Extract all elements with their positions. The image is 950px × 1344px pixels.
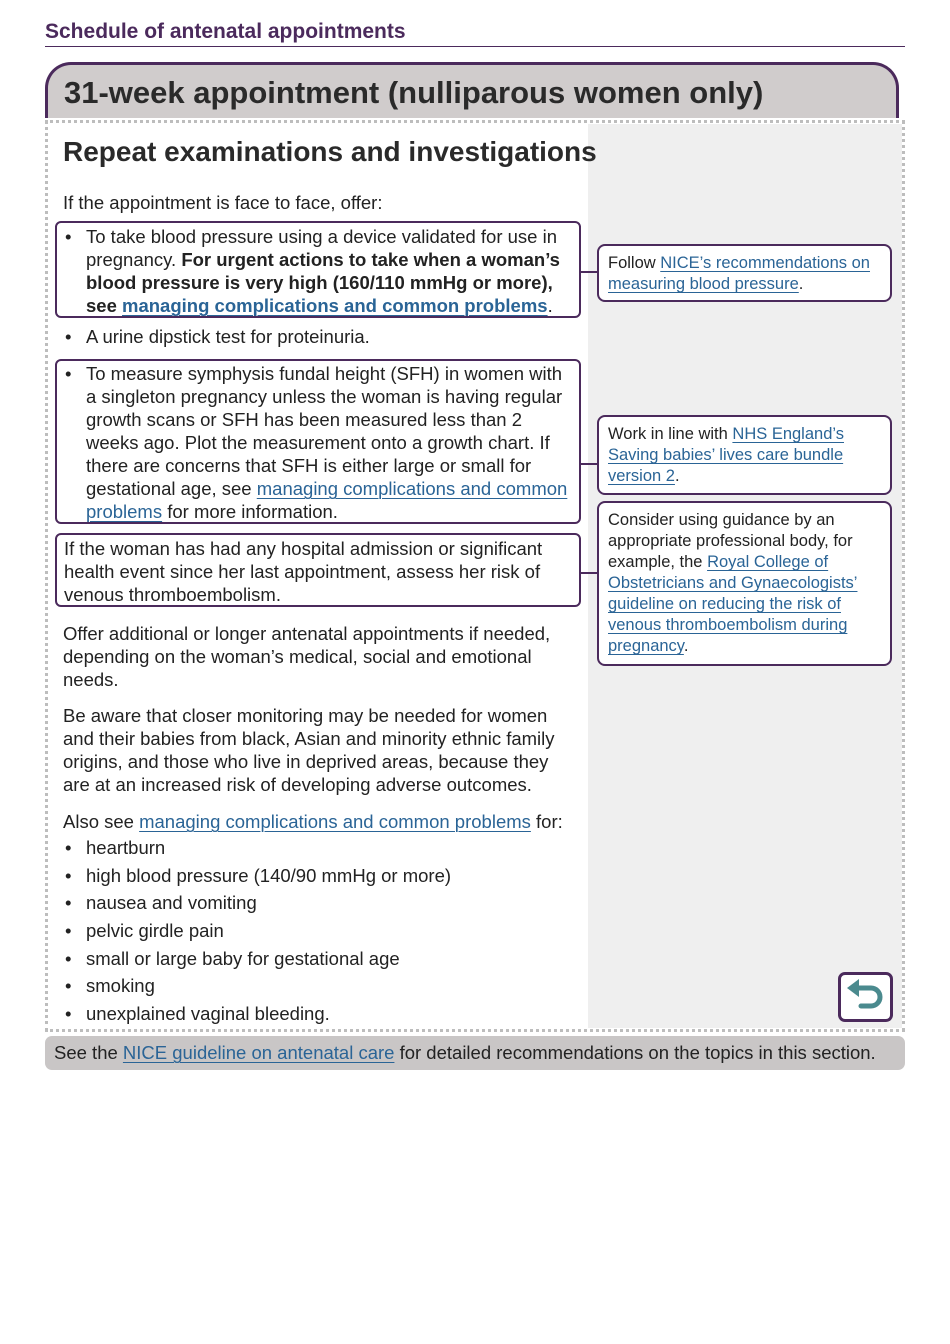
- list-item: • unexplained vaginal bleeding.: [63, 1000, 573, 1028]
- connector-line: [581, 463, 597, 465]
- saving-babies-lives-link[interactable]: NHS England’s Saving babies’ lives care bundle version 2: [608, 425, 844, 485]
- back-button[interactable]: [838, 972, 893, 1022]
- nice-antenatal-guideline-link[interactable]: NICE guideline on antenatal care: [122, 1042, 395, 1063]
- appointment-title: 31-week appointment (nulliparous women only): [64, 75, 764, 110]
- footer-bar: See the NICE guideline on antenatal care for detailed recommendations on the topics in this section.: [45, 1036, 905, 1070]
- managing-complications-link[interactable]: managing complications and common problems: [122, 295, 548, 316]
- connector-line: [581, 572, 597, 574]
- blood-pressure-box: [55, 221, 581, 318]
- urine-dipstick-item: • A urine dipstick test for proteinuria.: [63, 325, 596, 348]
- conditions-list: [63, 834, 573, 1028]
- connector-line: [581, 271, 597, 273]
- list-item: • smoking: [63, 972, 573, 1000]
- list-item: • nausea and vomiting: [63, 889, 573, 917]
- additional-appointments-text: Offer additional or longer antenatal appointments if needed, depending on the woman’s medical, social and emotional needs.: [63, 623, 551, 690]
- intro-text: If the appointment is face to face, offer:: [63, 192, 383, 213]
- rcog-vte-guideline-link[interactable]: Royal College of Obstetricians and Gynaecologists’ guideline on reducing the risk of venous thromboembolism during pregnancy: [608, 553, 858, 655]
- running-header: Schedule of antenatal appointments: [45, 20, 905, 47]
- vte-text: If the woman has had any hospital admission or significant health event since her last appointment, assess her risk of venous thromboembolism.: [64, 538, 543, 605]
- sfh-box: [55, 359, 581, 524]
- managing-complications-link[interactable]: managing complications and common problems: [86, 478, 568, 522]
- return-arrow-icon: [841, 975, 890, 1019]
- also-see-text: Also see managing complications and common problems for:: [63, 811, 563, 832]
- nice-bp-recommendations-link[interactable]: NICE’s recommendations on measuring blood pressure: [608, 254, 870, 293]
- vte-box: [55, 533, 581, 607]
- managing-complications-link[interactable]: managing complications and common problems: [139, 811, 531, 832]
- appointment-title-bar: [45, 62, 899, 118]
- sfh-item: • To measure symphysis fundal height (SFH) in women with a singleton pregnancy unless the woman is having regular growth scans or SFH has been measured less than 2 weeks ago. Plot the measurement onto a growth chart. If there are concerns that SFH is either large or small for gestational age, see managing complications and common problems for more information.: [63, 362, 571, 523]
- section-heading: Repeat examinations and investigations: [63, 136, 597, 167]
- closer-monitoring-text: Be aware that closer monitoring may be needed for women and their babies from black, Asian and minority ethnic family origins, and those who live in deprived areas, because they are at an increased risk of developing adverse outcomes.: [63, 705, 555, 795]
- list-item: • high blood pressure (140/90 mmHg or more): [63, 862, 573, 890]
- blood-pressure-item: • To take blood pressure using a device validated for use in pregnancy. For urgent actions to take when a woman’s blood pressure is very high (160/110 mmHg or more), see managing complications and common problems.: [63, 225, 571, 317]
- vte-note: Consider using guidance by an appropriate professional body, for example, the Royal College of Obstetricians and Gynaecologists’ guideline on reducing the risk of venous thromboembolism during pregnancy.: [597, 501, 892, 666]
- bp-note: Follow NICE’s recommendations on measuring blood pressure.: [597, 244, 892, 302]
- list-item: • pelvic girdle pain: [63, 917, 573, 945]
- list-item: • small or large baby for gestational age: [63, 945, 573, 973]
- list-item: • heartburn: [63, 834, 573, 862]
- sfh-note: Work in line with NHS England’s Saving babies’ lives care bundle version 2.: [597, 415, 892, 495]
